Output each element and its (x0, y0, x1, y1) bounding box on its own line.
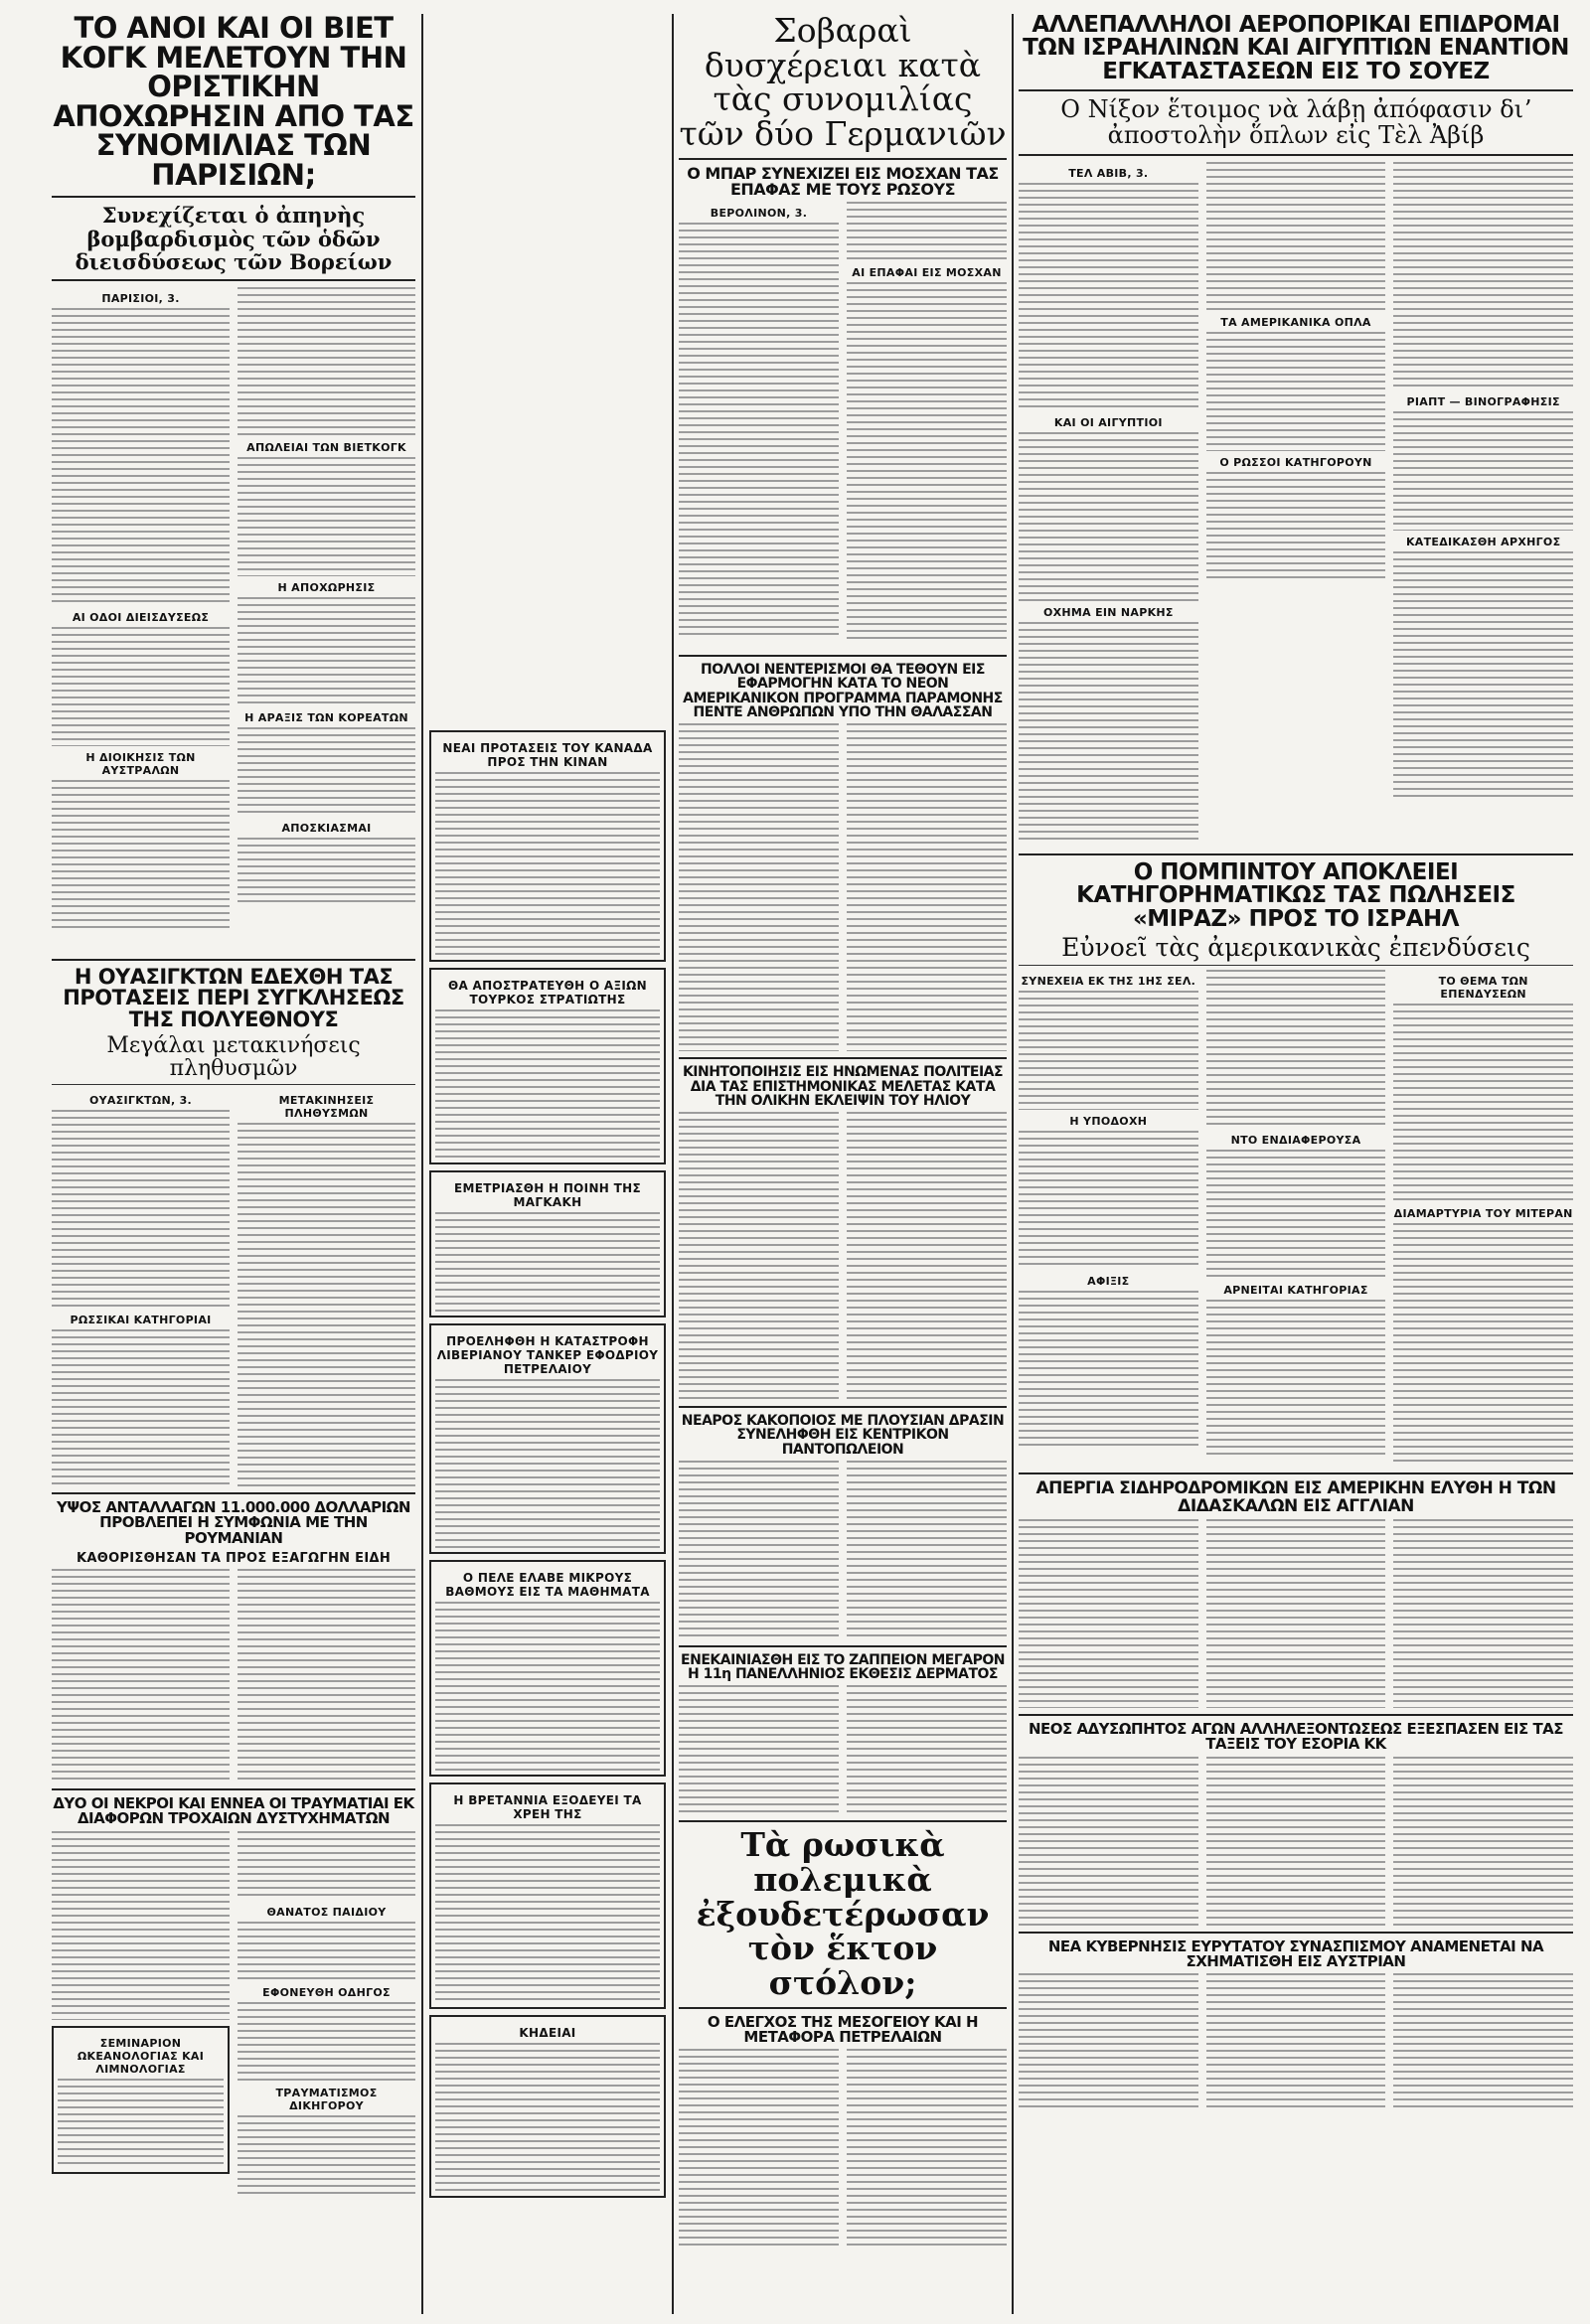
article-romania (52, 1569, 415, 1782)
dateline: ΠΑΡΙΣΙΟΙ, 3. (101, 291, 180, 305)
subhead-mediterranean: Ο ΕΛΕΓΧΟΣ ΤΗΣ ΜΕΣΟΓΕΙΟΥ ΚΑΙ Η ΜΕΤΑΦΟΡΑ ΠΕΤΡΕΛΑΙΩΝ (707, 2012, 979, 2046)
headline-accidents: ΔΥΟ ΟΙ ΝΕΚΡΟΙ ΚΑΙ ΕΝΝΕΑ ΟΙ ΤΡΑΥΜΑΤΙΑΙ ΕΚ ΔΙΑΦΟΡΩΝ ΤΡΟΧΑΙΩΝ ΔΥΣΤΥΧΗΜΑΤΩΝ (53, 1794, 414, 1828)
headline-criminal: ΝΕΑΡΟΣ ΚΑΚΟΠΟΙΟΣ ΜΕ ΠΛΟΥΣΙΑΝ ΔΡΑΣΙΝ ΣΥΝΕΛΗΦΘΗ ΕΙΣ ΚΕΝΤΡΙΚΟΝ ΠΑΝΤΟΠΩΛΕΙΟΝ (681, 1413, 1005, 1458)
article-col (847, 202, 1007, 649)
divider (1019, 1472, 1573, 1474)
text-block (1019, 1973, 1198, 2112)
text-block (1206, 162, 1386, 311)
divider (52, 959, 415, 961)
dateline: ΒΕΡΟΛΙΝΟΝ, 3. (710, 207, 808, 221)
subhead-exports: ΚΑΘΟΡΙΣΘΗΣΑΝ ΤΑ ΠΡΟΣ ΕΞΑΓΩΓΗΝ ΕΙΔΗ (77, 1551, 391, 1567)
text-block (1019, 183, 1198, 411)
divider (679, 1406, 1007, 1408)
text-block (435, 1379, 660, 1548)
text-block (238, 597, 415, 706)
section-title: ΤΟ ΘΕΜΑ ΤΩΝ ΕΠΕΝΔΥΣΕΩΝ (1438, 975, 1528, 1002)
section-title: ΝΤΟ ΕΝΔΙΑΦΕΡΟΥΣΑ (1230, 1134, 1361, 1148)
text-block (1206, 332, 1386, 451)
text-block (1393, 1519, 1573, 1708)
article-col (1019, 970, 1198, 1467)
brief-title: ΕΜΕΤΡΙΑΣΘΗ Η ΠΟΙΝΗ ΤΗΣ ΜΑΓΚΑΚΗ (454, 1181, 641, 1209)
headline-undersea: ΠΟΛΛΟΙ ΝΕΝΤΕΡΙΣΜΟΙ ΘΑ ΤΕΘΟΥΝ ΕΙΣ ΕΦΑΡΜΟΓΗΝ ΚΑΤΑ ΤΟ ΝΕΟΝ ΑΜΕΡΙΚΑΝΙΚΟΝ ΠΡΟΓΡΑΜΜΑ ΠΑΡΑΜΟΝΗΣ ΠΕΝΤΕ ΑΝΘΡΩΠΩΝ ΥΠΟ ΤΗΝ ΘΑΛΑΣΣΑΝ (683, 662, 1003, 720)
headline-strike: ΑΠΕΡΓΙΑ ΣΙΔΗΡΟΔΡΟΜΙΚΩΝ ΕΙΣ ΑΜΕΡΙΚΗΝ ΕΛΥΘΗ Η ΤΩΝ ΔΙΔΑΣΚΑΛΩΝ ΕΙΣ ΑΓΓΛΙΑΝ (1035, 1478, 1556, 1516)
divider (1019, 965, 1573, 966)
text-block (847, 1112, 1007, 1400)
text-block (435, 1212, 660, 1312)
subhead-bombing: Συνεχίζεται ὁ ἀπηνὴς βομβαρδισμὸς τῶν ὁδῶν διεισδύσεως τῶν Βορείων (75, 203, 393, 274)
text-block (52, 780, 230, 929)
headline-kke: ΝΕΟΣ ΑΔΥΣΩΠΗΤΟΣ ΑΓΩΝ ΑΛΛΗΛΕΞΟΝΤΩΣΕΩΣ ΕΞΕΣΠΑΣΕΝ ΕΙΣ ΤΑΣ ΤΑΞΕΙΣ ΤΟΥ ΕΣΟΡΙΑ ΚΚ (1028, 1720, 1564, 1754)
text-block (847, 282, 1007, 640)
text-block (1019, 1131, 1198, 1270)
text-block (52, 308, 230, 606)
brief-sentence (429, 1170, 666, 1317)
text-block (435, 1824, 660, 2003)
article-kke (1019, 1757, 1573, 1926)
article-col (1019, 162, 1198, 848)
headline-austria: ΝΕΑ ΚΥΒΕΡΝΗΣΙΣ ΕΥΡΥΤΑΤΟΥ ΣΥΝΑΣΠΙΣΜΟΥ ΑΝΑΜΕΝΕΤΑΙ ΝΑ ΣΧΗΜΑΤΙΣΘΗ ΕΙΣ ΑΥΣΤΡΙΑΝ (1047, 1937, 1544, 1970)
text-block (847, 2049, 1007, 2247)
text-block (238, 2115, 415, 2195)
brief-pele (429, 1560, 666, 1777)
column-rule (672, 14, 674, 2314)
text-block (435, 1602, 660, 1771)
text-block (238, 1922, 415, 1981)
headline-washington: Η ΟΥΑΣΙΓΚΤΩΝ ΕΔΕΧΘΗ ΤΑΣ ΠΡΟΤΑΣΕΙΣ ΠΕΡΙ ΣΥΓΚΛΗΣΕΩΣ ΤΗΣ ΠΟΛΥΕΘΝΟΥΣ (63, 964, 404, 1031)
divider (1019, 1714, 1573, 1716)
brief-title: Ο ΠΕΛΕ ΕΛΑΒΕ ΜΙΚΡΟΥΣ ΒΑΘΜΟΥΣ ΕΙΣ ΤΑ ΜΑΘΗΜΑΤΑ (445, 1571, 650, 1599)
article-germanies (679, 202, 1007, 649)
article-strike (1019, 1519, 1573, 1708)
section-title: Η ΥΠΟΔΟΧΗ (1069, 1115, 1148, 1129)
text-block (238, 1831, 415, 1901)
seminar-box (52, 2026, 230, 2174)
section-title: ΚΑΙ ΟΙ ΑΙΓΥΠΤΙΟΙ (1053, 415, 1163, 429)
section-title: ΚΑΤΕΔΙΚΑΣΘΗ ΑΡΧΗΓΟΣ (1405, 535, 1561, 548)
article-criminal (679, 1461, 1007, 1639)
text-block (1206, 970, 1386, 1129)
brief-title: ΠΡΟΕΛΗΦΘΗ Η ΚΑΤΑΣΤΡΟΦΗ ΛΙΒΕΡΙΑΝΟΥ ΤΑΝΚΕΡ ΕΦΟΔΡΙΟΥ ΠΕΤΡΕΛΑΙΟΥ (436, 1334, 659, 1376)
text-block (52, 1329, 230, 1488)
section-title: ΑΠΩΛΕΙΑΙ ΤΩΝ ΒΙΕΤΚΟΓΚ (246, 440, 406, 454)
text-block (238, 287, 415, 436)
section-title: ΑΡΝΕΙΤΑΙ ΚΑΤΗΓΟΡΙΑΣ (1223, 1284, 1368, 1298)
headline-zappeion: ΕΝΕΚΑΙΝΙΑΣΘΗ ΕΙΣ ΤΟ ΖΑΠΠΕΙΟΝ ΜΕΓΑΡΟΝ Η 11η ΠΑΝΕΛΛΗΝΙΟΣ ΕΚΘΕΣΙΣ ΔΕΡΜΑΤΟΣ (681, 1651, 1005, 1683)
section-title: Ο ΡΩΣΣΟΙ ΚΑΤΗΓΟΡΟΥΝ (1219, 455, 1372, 469)
text-block (679, 1112, 839, 1400)
divider (679, 1057, 1007, 1059)
article-col (1393, 162, 1573, 848)
text-block (1393, 551, 1573, 800)
section-title: Η ΔΙΟΙΚΗΣΙΣ ΤΩΝ ΑΥΣΤΡΑΛΩΝ (85, 750, 196, 777)
divider (52, 279, 415, 281)
text-block (1206, 1757, 1386, 1926)
section-title: ΜΕΤΑΚΙΝΗΣΕΙΣ ΠΛΗΘΥΣΜΩΝ (278, 1094, 375, 1121)
divider (52, 196, 415, 198)
text-block (1019, 1519, 1198, 1708)
brief-title: Η ΒΡΕΤΑΝΝΙΑ ΕΞΟΔΕΥΕΙ ΤΑ ΧΡΕΗ ΤΗΣ (453, 1793, 642, 1821)
article-col (238, 287, 415, 953)
text-block (238, 727, 415, 817)
section-title: ΡΙΑΠΤ — ΒΙΝΟΓΡΑΦΗΣΙΣ (1406, 394, 1560, 408)
article-col (238, 1831, 415, 2189)
text-block (435, 2043, 660, 2192)
article-col (52, 1089, 230, 1486)
text-block (1019, 432, 1198, 601)
headline-eclipse: ΚΙΝΗΤΟΠΟΙΗΣΙΣ ΕΙΣ ΗΝΩΜΕΝΑΣ ΠΟΛΙΤΕΙΑΣ ΔΙΑ ΤΑΣ ΕΠΙΣΤΗΜΟΝΙΚΑΣ ΜΕΛΕΤΑΣ ΚΑΤΑ ΤΗΝ ΟΛΙΚΗΝ ΕΚΛΕΙΨΙΝ ΤΟΥ ΗΛΙΟΥ (682, 1064, 1004, 1109)
headline-hanoi: ΤΟ ΑΝΟΙ ΚΑΙ ΟΙ ΒΙΕΤ ΚΟΓΚ ΜΕΛΕΤΟΥΝ ΤΗΝ ΟΡΙΣΤΙΚΗΝ ΑΠΟΧΩΡΗΣΙΝ ΑΠΟ ΤΑΣ ΣΥΝΟΜΙΛΙΑΣ ΤΩΝ ΠΑΡΙΣΙΩΝ; (53, 14, 414, 192)
text-block (238, 457, 415, 576)
text-block (52, 1831, 230, 2020)
text-block (435, 772, 660, 956)
divider (52, 1084, 415, 1085)
article-col (1206, 162, 1386, 848)
text-block (1393, 411, 1573, 531)
section-title: ΘΑΝΑΤΟΣ ΠΑΙΔΙΟΥ (266, 1905, 387, 1919)
brief-title: ΝΕΑΙ ΠΡΟΤΑΣΕΙΣ ΤΟΥ ΚΑΝΑΔΑ ΠΡΟΣ ΤΗΝ ΚΙΝΑΝ (442, 741, 653, 769)
section-title: ΡΩΣΣΙΚΑΙ ΚΑΤΗΓΟΡΙΑΙ (70, 1314, 212, 1327)
section-title: ΔΙΑΜΑΡΤΥΡΙΑ ΤΟΥ ΜΙΤΕΡΑΝ (1393, 1207, 1573, 1221)
article-austria (1019, 1973, 1573, 2112)
headline-germanies: Σοβαραὶ δυσχέρειαι κατὰ τὰς συνομιλίας τῶν δύο Γερμανιῶν (679, 14, 1007, 153)
article-col (1206, 970, 1386, 1467)
article-zappeion (679, 1685, 1007, 1814)
divider (1019, 1932, 1573, 1934)
article-undersea (679, 723, 1007, 1051)
article-washington (52, 1089, 415, 1486)
brief-title: ΘΑ ΑΠΟΣΤΡΑΤΕΥΘΗ Ο ΑΞΙΩΝ ΤΟΥΡΚΟΣ ΣΤΡΑΤΙΩΤΗΣ (447, 979, 647, 1007)
text-block (847, 1461, 1007, 1639)
dateline: ΟΥΑΣΙΓΚΤΩΝ, 3. (88, 1094, 193, 1108)
seminar-title: ΣΕΜΙΝΑΡΙΟΝ ΩΚΕΑΝΟΛΟΓΙΑΣ ΚΑΙ ΛΙΜΝΟΛΟΓΙΑΣ (77, 2036, 205, 2076)
subhead-bahr: Ο ΜΠΑΡ ΣΥΝΕΧΙΖΕΙ ΕΙΣ ΜΟΣΧΑΝ ΤΑΣ ΕΠΑΦΑΣ ΜΕ ΤΟΥΣ ΡΩΣΟΥΣ (687, 163, 999, 199)
divider (679, 2007, 1007, 2009)
article-col (52, 287, 230, 953)
brief-funerals (429, 2015, 666, 2198)
divider (1019, 89, 1573, 91)
subhead-investments: Εὐνοεῖ τὰς ἀμερικανικὰς ἐπενδύσεις (1061, 933, 1530, 963)
text-block (1206, 1300, 1386, 1459)
article-pompidou (1019, 970, 1573, 1467)
brief-turkish-soldier (429, 968, 666, 1164)
text-block (1019, 1757, 1198, 1926)
column-rule (421, 14, 423, 2314)
text-block (238, 2002, 415, 2082)
text-block (435, 1009, 660, 1159)
section-title: ΑΠΟΣΚΙΑΣΜΑΙ (281, 821, 372, 835)
text-block (52, 1569, 230, 1782)
divider (52, 1492, 415, 1494)
divider (1019, 853, 1573, 855)
text-block (1019, 991, 1198, 1110)
divider (679, 655, 1007, 657)
text-block (1206, 1519, 1386, 1708)
column-left (52, 14, 415, 2311)
subhead-nixon: Ο Νίξον ἕτοιμος νὰ λάβῃ ἀπόφασιν διʼ ἀποστολὴν ὅπλων εἰς Τὲλ Ἀβίβ (1060, 95, 1531, 149)
section-title: ΟΧΗΜΑ ΕΙΝ ΝΑΡΚΗΣ (1042, 605, 1174, 619)
column-briefs (429, 730, 666, 2310)
text-block (58, 2079, 224, 2168)
text-block (1393, 1004, 1573, 1202)
text-block (1393, 162, 1573, 390)
text-block (847, 202, 1007, 261)
text-block (1019, 622, 1198, 841)
text-block (1393, 1973, 1573, 2112)
divider (679, 1645, 1007, 1647)
headline-romania: ΥΨΟΣ ΑΝΤΑΛΛΑΓΩΝ 11.000.000 ΔΟΛΛΑΡΙΩΝ ΠΡΟΒΛΕΠΕΙ Η ΣΥΜΦΩΝΙΑ ΜΕ ΤΗΝ ΡΟΥΜΑΝΙΑΝ (57, 1498, 410, 1547)
headline-russian-fleet: Τὰ ρωσικὰ πολεμικὰ ἐξουδετέρωσαν τὸν ἕκτον στόλον; (696, 1825, 990, 2002)
text-block (679, 723, 839, 1051)
section-title: ΑΦΙΞΙΣ (1087, 1275, 1130, 1289)
text-block (679, 1685, 839, 1814)
section-title: ΕΦΟΝΕΥΘΗ ΟΔΗΓΟΣ (262, 1985, 391, 1999)
text-block (238, 1569, 415, 1782)
column-right (1019, 14, 1573, 2311)
article-fleet (679, 2049, 1007, 2247)
section-title: ΑΙ ΟΔΟΙ ΔΙΕΙΣΔΥΣΕΩΣ (72, 610, 210, 624)
section-title: Η ΑΠΟΧΩΡΗΣΙΣ (277, 580, 376, 594)
divider (679, 1820, 1007, 1822)
article-col (1393, 970, 1573, 1467)
text-block (238, 838, 415, 907)
article-hanoi (52, 287, 415, 953)
text-block (52, 627, 230, 746)
brief-canada (429, 730, 666, 962)
section-title: ΤΡΑΥΜΑΤΙΣΜΟΣ ΔΙΚΗΓΟΡΟΥ (275, 2086, 378, 2112)
text-block (1206, 472, 1386, 581)
brief-title: ΚΗΔΕΙΑΙ (519, 2026, 576, 2040)
article-col (52, 1831, 230, 2189)
text-block (1206, 1150, 1386, 1279)
text-block (238, 1123, 415, 1490)
brief-britain (429, 1782, 666, 2009)
text-block (1393, 1223, 1573, 1462)
section-title: ΤΑ ΑΜΕΡΙΚΑΝΙΚΑ ΟΠΛΑ (1220, 315, 1371, 329)
text-block (847, 723, 1007, 1051)
text-block (1393, 1757, 1573, 1926)
article-air-raids (1019, 162, 1573, 848)
text-block (679, 2049, 839, 2247)
subhead-population: Μεγάλαι μετακινήσεις πληθυσμῶν (106, 1032, 361, 1082)
headline-air-raids: ΑΛΛΕΠΑΛΛΗΛΟΙ ΑΕΡΟΠΟΡΙΚΑΙ ΕΠΙΔΡΟΜΑΙ ΤΩΝ ΙΣΡΑΗΛΙΝΩΝ ΚΑΙ ΑΙΓΥΠΤΙΩΝ ΕΝΑΝΤΙΟΝ ΕΓΚΑΤΑΣΤΑΣΕΩΝ ΕΙΣ ΤΟ ΣΟΥΕΖ (1023, 14, 1569, 84)
divider (679, 158, 1007, 160)
divider (52, 1788, 415, 1790)
brief-tanker (429, 1323, 666, 1554)
text-block (679, 1461, 839, 1639)
article-col (679, 202, 839, 649)
text-block (1019, 1291, 1198, 1450)
column-rule (1012, 14, 1014, 2314)
section-title: Η ΑΡΑΞΙΣ ΤΩΝ ΚΟΡΕΑΤΩΝ (244, 710, 408, 724)
dateline: ΤΕΛ ΑΒΙΒ, 3. (1068, 166, 1149, 180)
article-accidents (52, 1831, 415, 2189)
column-center (679, 14, 1007, 2311)
article-col (238, 1089, 415, 1486)
section-title: ΣΥΝΕΧΕΙΑ ΕΚ ΤΗΣ 1ΗΣ ΣΕΛ. (1021, 975, 1196, 989)
divider (1019, 154, 1573, 156)
text-block (679, 223, 839, 640)
headline-pompidou: Ο ΠΟΜΠΙΝΤΟΥ ΑΠΟΚΛΕΙΕΙ ΚΑΤΗΓΟΡΗΜΑΤΙΚΩΣ ΤΑΣ ΠΩΛΗΣΕΙΣ «ΜΙΡΑΖ» ΠΡΟΣ ΤΟ ΙΣΡΑΗΛ (1076, 858, 1515, 932)
section-title: ΑΙ ΕΠΑΦΑΙ ΕΙΣ ΜΟΣΧΑΝ (852, 266, 1002, 280)
text-block (1206, 1973, 1386, 2112)
text-block (52, 1110, 230, 1309)
article-eclipse (679, 1112, 1007, 1400)
text-block (847, 1685, 1007, 1814)
